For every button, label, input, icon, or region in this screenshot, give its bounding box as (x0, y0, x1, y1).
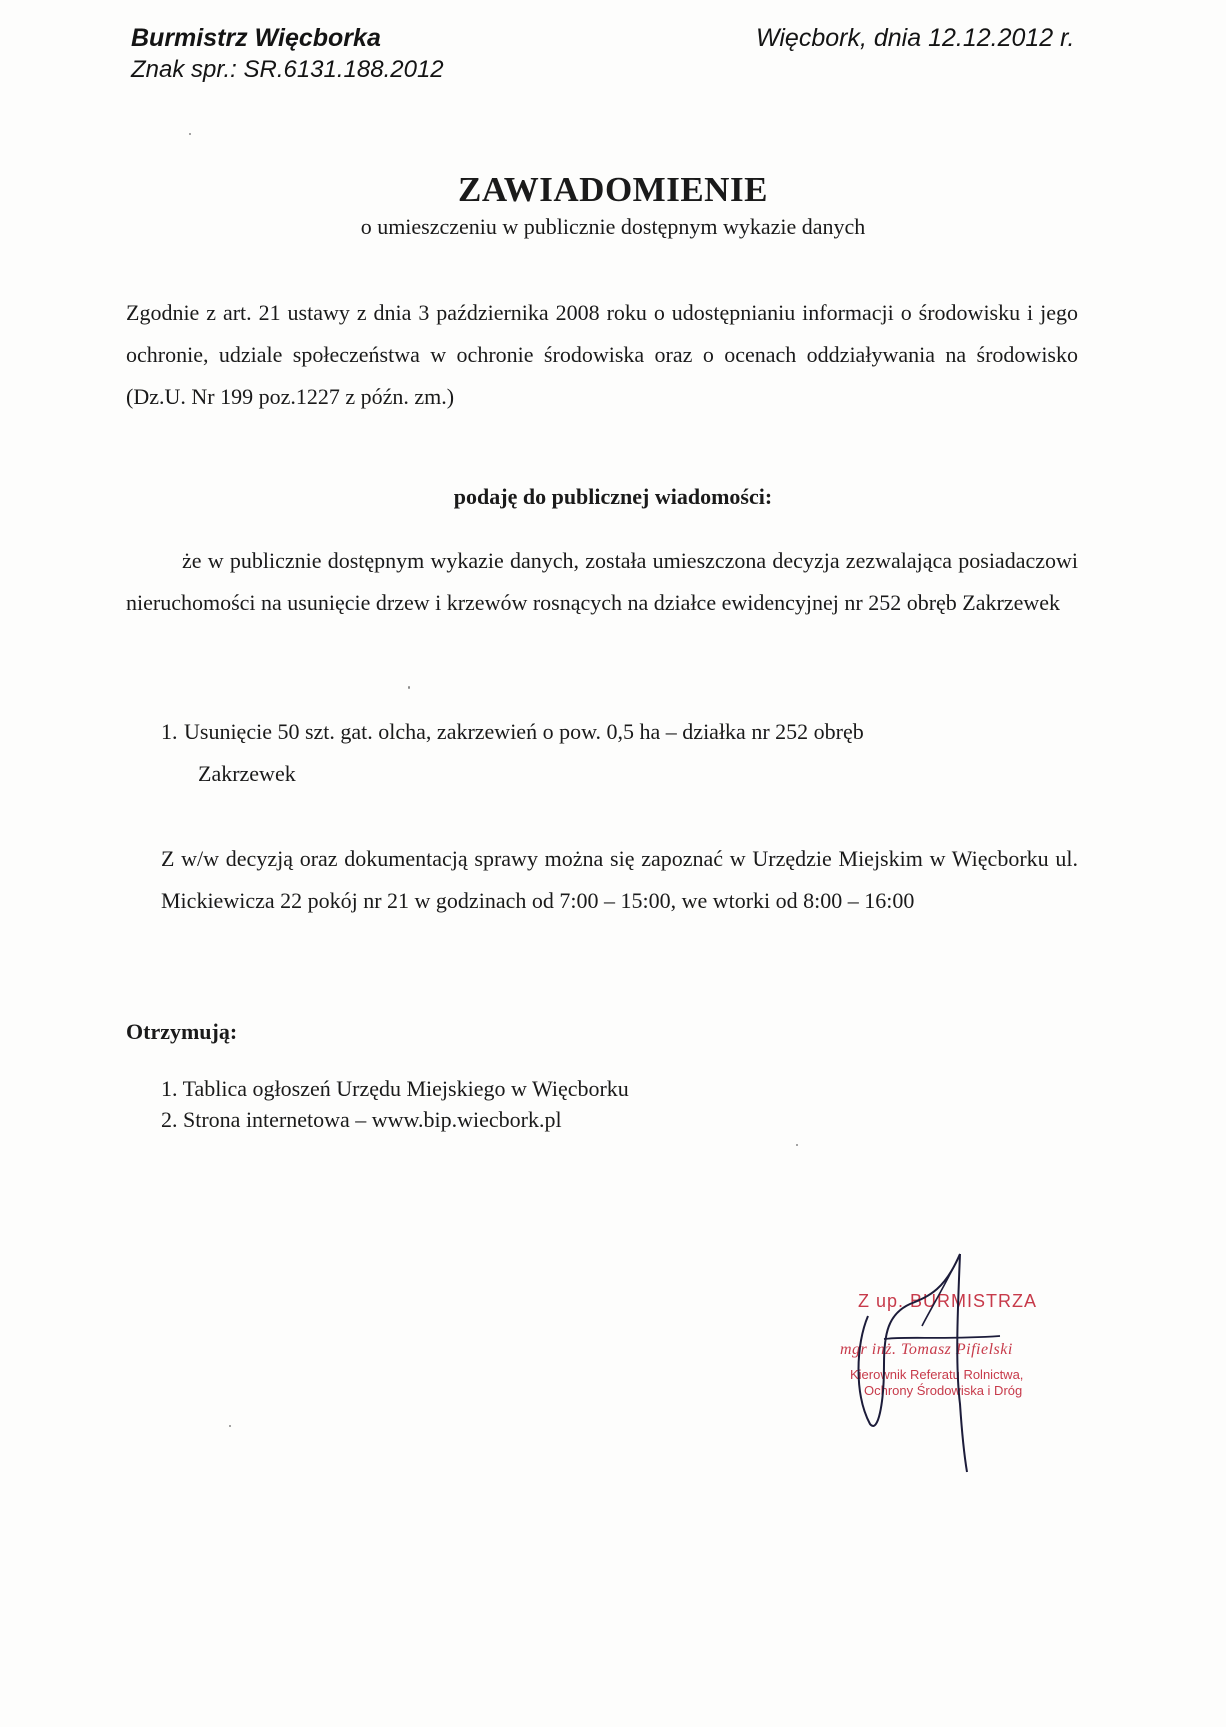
scan-speck (189, 133, 191, 135)
recipients-heading: Otrzymują: (126, 1019, 238, 1044)
decision-paragraph: że w publicznie dostępnym wykazie danych, została umieszczona decyzja zezwalająca posiadaczowi nieruchomości na usunięcie drzew i krzewów rosnących na działce ewidencyjnej nr 252 obręb Zakrzewek (126, 548, 1078, 615)
announcement-line: podaję do publicznej wiadomości: (453, 484, 773, 509)
document-title: ZAWIADOMIENIE (458, 170, 768, 209)
list-item-line: Usunięcie 50 szt. gat. olcha, zakrzewień o pow. 0,5 ha – działka nr 252 obręb (184, 719, 864, 744)
list-item (161, 711, 1078, 795)
scan-speck (408, 686, 410, 689)
issuer-block (131, 22, 444, 86)
handwritten-signature (850, 1244, 1050, 1474)
stamp-name: mgr inż. Tomasz Pifielski (840, 1341, 1013, 1358)
list-item: 1. Tablica ogłoszeń Urzędu Miejskiego w Więcborku (161, 1076, 629, 1101)
stamp-department: Ochrony Środowiska i Dróg (864, 1383, 1023, 1398)
list-item: 2. Strona internetowa – www.bip.wiecbork.pl (161, 1107, 562, 1132)
list-item-text (161, 711, 1078, 795)
place-date: Więcbork, dnia 12.12.2012 r. (756, 24, 1075, 52)
stamp-authority: Z up. BURMISTRZA (858, 1291, 1038, 1311)
scan-speck (796, 1144, 798, 1146)
recipients-list (161, 1073, 629, 1135)
info-paragraph: Z w/w decyzją oraz dokumentacją sprawy można się zapoznać w Urzędzie Miejskim w Więcborku ul. Mickiewicza 22 pokój nr 21 w godzinach od 7:00 – 15:00, we wtorki od 8:00 – 16:00 (161, 846, 1078, 913)
scan-speck (229, 1425, 231, 1427)
list-item-number: 1. (161, 719, 178, 744)
list-item-continuation: Zakrzewek (198, 761, 296, 786)
legal-basis-paragraph: Zgodnie z art. 21 ustawy z dnia 3 października 2008 roku o udostępnianiu informacji o środowisku i jego ochronie, udziale społeczeństwa w ochronie środowiska oraz o ocenach oddziaływania na środowisko (Dz.U. Nr 199 poz.1227 z późn. zm.) (126, 300, 1078, 409)
issuer-name: Burmistrz Więcborka (131, 24, 381, 52)
stamp-position: Kierownik Referatu Rolnictwa, (850, 1367, 1024, 1382)
case-reference: Znak spr.: SR.6131.188.2012 (131, 56, 444, 83)
document-subtitle: o umieszczeniu w publicznie dostępnym wykazie danych (360, 214, 866, 239)
